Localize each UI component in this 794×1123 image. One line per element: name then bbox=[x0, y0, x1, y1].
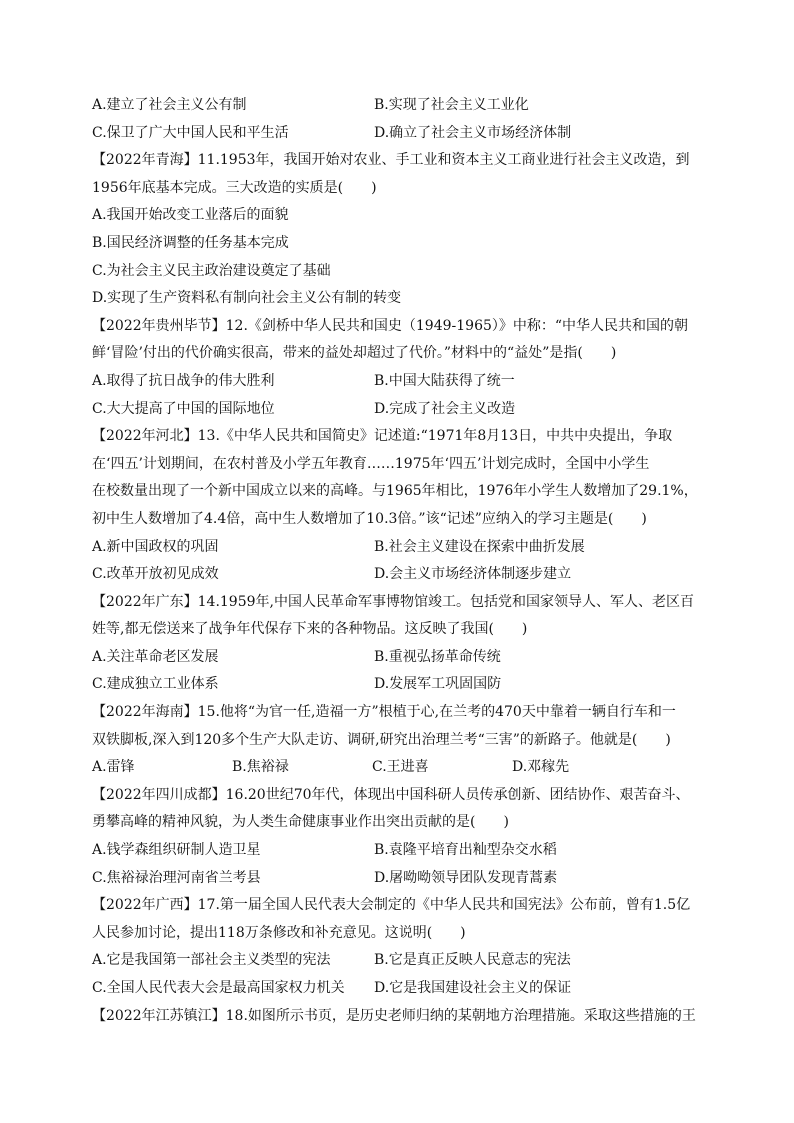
q17-options-row-1 bbox=[92, 947, 712, 975]
q12-option-c: C.大大提高了中国的国际地位 bbox=[92, 400, 275, 417]
q17-stem-line-2: 人民参加讨论，提出118万条修改和补充意见。这说明( ) bbox=[92, 924, 466, 941]
q15-stem-line-2: 双铁脚板,深入到120多个生产大队走访、调研,研究出治理兰考“三害”的新路子。他就是( ) bbox=[92, 731, 671, 748]
q16-options-row-2 bbox=[92, 865, 712, 893]
q15-option-c: C.王进喜 bbox=[372, 759, 429, 776]
q12-option-a: A.取得了抗日战争的伟大胜利 bbox=[92, 372, 275, 389]
q16-stem-line-1: 【2022年四川成都】16.20世纪70年代，体现出中国科研人员传承创新、团结协作、艰苦奋斗、 bbox=[92, 786, 690, 803]
q11-option-b: B.国民经济调整的任务基本完成 bbox=[92, 234, 289, 251]
q11-stem-line-2: 1956年底基本完成。三大改造的实质是( ) bbox=[92, 179, 377, 196]
q12-options-row-2 bbox=[92, 396, 712, 424]
q12-stem-line-2: 鲜‘冒险’付出的代价确实很高，带来的益处却超过了代价。”材料中的“益处”是指( ) bbox=[92, 345, 617, 362]
q13-options-row-2 bbox=[92, 561, 712, 589]
q17-option-c: C.全国人民代表大会是最高国家权力机关 bbox=[92, 980, 345, 996]
q14-option-a: A.关注革命老区发展 bbox=[92, 648, 219, 665]
q13-options-row-1 bbox=[92, 534, 712, 562]
q13-stem-line-1: 【2022年河北】13.《中华人民共和国简史》记述道:“1971年8月13日，中共中央提出，争取 bbox=[92, 428, 673, 445]
q11-option-d: D.实现了生产资料私有制向社会主义公有制的转变 bbox=[92, 290, 402, 307]
q15-option-d: D.邓稼先 bbox=[512, 759, 570, 776]
q13-stem-line-4: 初中生人数增加了4.4倍，高中生人数增加了10.3倍。”该“记述”应纳入的学习主题是( ) bbox=[92, 510, 647, 527]
q10-option-c: C.保卫了广大中国人民和平生活 bbox=[92, 124, 289, 141]
q17-option-a: A.它是我国第一部社会主义类型的宪法 bbox=[92, 952, 331, 969]
q14-options-row-2 bbox=[92, 671, 712, 699]
q15-options-row bbox=[92, 754, 712, 782]
q13-option-b: B.社会主义建设在探索中曲折发展 bbox=[374, 538, 585, 555]
q14-stem-line-2: 姓等,都无偿送来了战争年代保存下来的各种物品。这反映了我国( ) bbox=[92, 621, 528, 638]
q10-options-row-1 bbox=[92, 92, 712, 120]
q15-option-a: A.雷锋 bbox=[92, 759, 135, 776]
q16-stem-line-2: 勇攀高峰的精神风貌，为人类生命健康事业作出突出贡献的是( ) bbox=[92, 814, 509, 831]
q13-option-d: D.会主义市场经济体制逐步建立 bbox=[374, 566, 572, 583]
q14-option-d: D.发展军工巩固国防 bbox=[374, 676, 502, 693]
q16-options-row-1 bbox=[92, 837, 712, 865]
q17-option-b: B.它是真正反映人民意志的宪法 bbox=[374, 952, 571, 969]
q14-option-c: C.建成独立工业体系 bbox=[92, 676, 219, 693]
q14-options-row-1 bbox=[92, 644, 712, 672]
q15-stem-line-1: 【2022年海南】15.他将“为官一任,造福一方”根植于心,在兰考的470天中靠着一辆自行车和一 bbox=[92, 704, 676, 721]
q16-option-d: D.屠呦呦领导团队发现青蒿素 bbox=[374, 869, 558, 886]
q12-stem-line-1: 【2022年贵州毕节】12.《剑桥中华人民共和国史（1949-1965）》中称：“中华人民共和国的朝 bbox=[92, 317, 689, 334]
q11-option-c: C.为社会主义民主政治建设奠定了基础 bbox=[92, 262, 331, 279]
q12-options-row-1 bbox=[92, 368, 712, 396]
q10-option-d: D.确立了社会主义市场经济体制 bbox=[374, 124, 572, 141]
q14-option-b: B.重视弘扬革命传统 bbox=[374, 648, 501, 665]
q10-option-a: A.建立了社会主义公有制 bbox=[92, 97, 247, 113]
q13-stem-line-2: 在‘四五’计划期间，在农村普及小学五年教育……1975年‘四五’计划完成时，全国中小学生 bbox=[92, 455, 650, 472]
q12-option-b: B.中国大陆获得了统一 bbox=[374, 372, 515, 389]
q13-option-c: C.改革开放初见成效 bbox=[92, 566, 219, 583]
q13-option-a: A.新中国政权的巩固 bbox=[92, 538, 219, 555]
q15-option-b: B.焦裕禄 bbox=[232, 759, 289, 776]
q16-option-b: B.袁隆平培育出籼型杂交水稻 bbox=[374, 842, 557, 859]
q10-options-row-2 bbox=[92, 120, 712, 148]
q10-option-b: B.实现了社会主义工业化 bbox=[374, 97, 529, 113]
q17-stem-line-1: 【2022年广西】17.第一届全国人民代表大会制定的《中华人民共和国宪法》公布前，曾有1.5亿 bbox=[92, 897, 691, 914]
q16-option-a: A.钱学森组织研制人造卫星 bbox=[92, 842, 261, 859]
exam-page bbox=[92, 92, 712, 1030]
q12-option-d: D.完成了社会主义改造 bbox=[374, 400, 516, 417]
q17-options-row-2 bbox=[92, 975, 712, 1003]
q14-stem-line-1: 【2022年广东】14.1959年,中国人民革命军事博物馆竣工。包括党和国家领导人、军人、老区百 bbox=[92, 593, 694, 610]
q13-stem-line-3: 在校数量出现了一个新中国成立以来的高峰。与1965年相比，1976年小学生人数增加了29.1%， bbox=[92, 483, 698, 500]
q16-option-c: C.焦裕禄治理河南省兰考县 bbox=[92, 869, 261, 886]
q11-stem-line-1: 【2022年青海】11.1953年，我国开始对农业、手工业和资本主义工商业进行社会主义改造，到 bbox=[92, 152, 690, 169]
q11-option-a: A.我国开始改变工业落后的面貌 bbox=[92, 207, 289, 224]
q18-stem-line-1: 【2022年江苏镇江】18.如图所示书页，是历史老师归纳的某朝地方治理措施。采取这些措施的王 bbox=[92, 1007, 696, 1024]
q17-option-d: D.它是我国建设社会主义的保证 bbox=[374, 980, 572, 996]
